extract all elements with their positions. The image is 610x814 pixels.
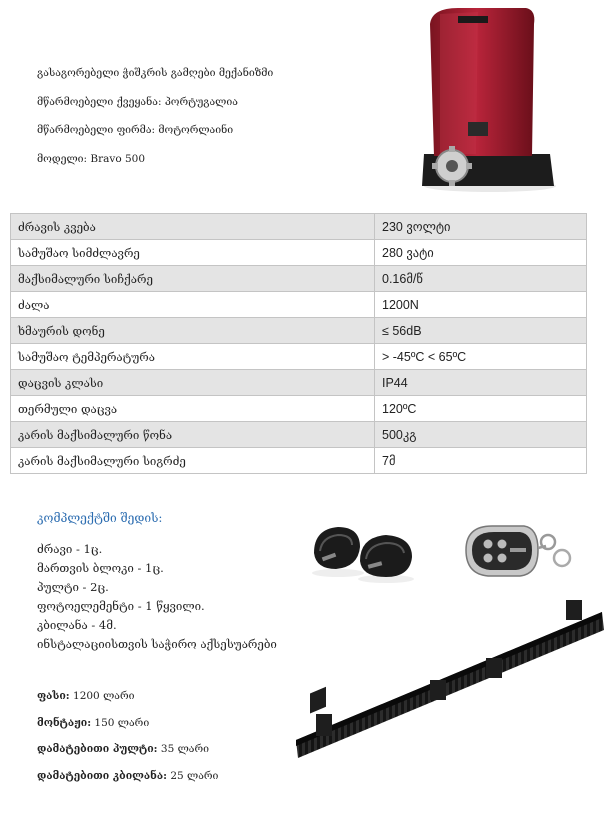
spec-value: 7მ <box>375 448 587 474</box>
table-row <box>11 396 587 422</box>
table-row <box>11 318 587 344</box>
list-item: პულტი - 2ც. <box>37 580 109 594</box>
remote-control-image <box>458 520 576 582</box>
list-item: კბილანა - 4მ. <box>37 618 117 632</box>
table-row <box>11 292 587 318</box>
spec-label: სამუშაო ტემპერატურა <box>11 344 375 370</box>
product-title: გასაგორებელი ჭიშკრის გამღები მექანიზმი <box>37 67 274 79</box>
kit-contents-list <box>37 540 277 654</box>
price-label: ფასი: <box>37 690 70 702</box>
spec-label: სამუშაო სიმძლავრე <box>11 240 375 266</box>
price-value: 150 ლარი <box>91 716 150 729</box>
spec-value: 120ºC <box>375 396 587 422</box>
specifications-table <box>10 213 587 474</box>
table-row <box>11 370 587 396</box>
spec-value: 280 ვატი <box>375 240 587 266</box>
table-row <box>11 344 587 370</box>
spec-label: ხმაურის დონე <box>11 318 375 344</box>
list-item: ფოტოელემენტი - 1 წყვილი. <box>37 599 205 613</box>
manufacturer-company: მწარმოებელი ფირმა: მოტორლაინი <box>37 124 234 136</box>
price-label: მონტაჟი: <box>37 716 92 729</box>
price-row <box>37 742 218 769</box>
spec-value: ≤ 56dB <box>375 318 587 344</box>
list-item: ძრავი - 1ც. <box>37 542 103 556</box>
spec-label: ძრავის კვება <box>11 214 375 240</box>
gear-rack-image <box>290 590 608 765</box>
spec-value: 230 ვოლტი <box>375 214 587 240</box>
spec-label: კარის მაქსიმალური წონა <box>11 422 375 448</box>
spec-value: 0.16მ/წ <box>375 266 587 292</box>
table-row <box>11 266 587 292</box>
price-list <box>37 689 218 795</box>
spec-label: დაცვის კლასი <box>11 370 375 396</box>
product-intro <box>37 66 273 180</box>
product-model: მოდელი: Bravo 500 <box>37 152 146 165</box>
price-value: 1200 ლარი <box>69 690 135 702</box>
spec-label: თერმული დაცვა <box>11 396 375 422</box>
manufacturer-country: მწარმოებელი ქვეყანა: პორტუგალია <box>37 95 238 108</box>
price-row <box>37 689 218 716</box>
price-value: 25 ლარი <box>166 769 219 782</box>
spec-value: IP44 <box>375 370 587 396</box>
spec-label: მაქსიმალური სიჩქარე <box>11 266 375 292</box>
table-row <box>11 422 587 448</box>
spec-label: კარის მაქსიმალური სიგრძე <box>11 448 375 474</box>
table-row <box>11 214 587 240</box>
price-value: 35 ლარი <box>157 743 209 755</box>
kit-title: კომპლექტში შედის: <box>37 511 163 525</box>
spec-label: ძალა <box>11 292 375 318</box>
photocell-sensors-image <box>308 515 418 585</box>
price-label: დამატებითი კბილანა: <box>37 769 167 782</box>
price-label: დამატებითი პულტი: <box>37 743 158 755</box>
spec-value: 1200N <box>375 292 587 318</box>
price-row <box>37 716 218 743</box>
spec-value: 500კგ <box>375 422 587 448</box>
list-item: მართვის ბლოკი - 1ც. <box>37 561 164 575</box>
table-row <box>11 240 587 266</box>
spec-value: > -45ºC < 65ºC <box>375 344 587 370</box>
list-item: ინსტალაციისთვის საჭირო აქსესუარები <box>37 637 277 651</box>
table-row <box>11 448 587 474</box>
gate-motor-image <box>418 4 558 194</box>
price-row <box>37 769 218 796</box>
